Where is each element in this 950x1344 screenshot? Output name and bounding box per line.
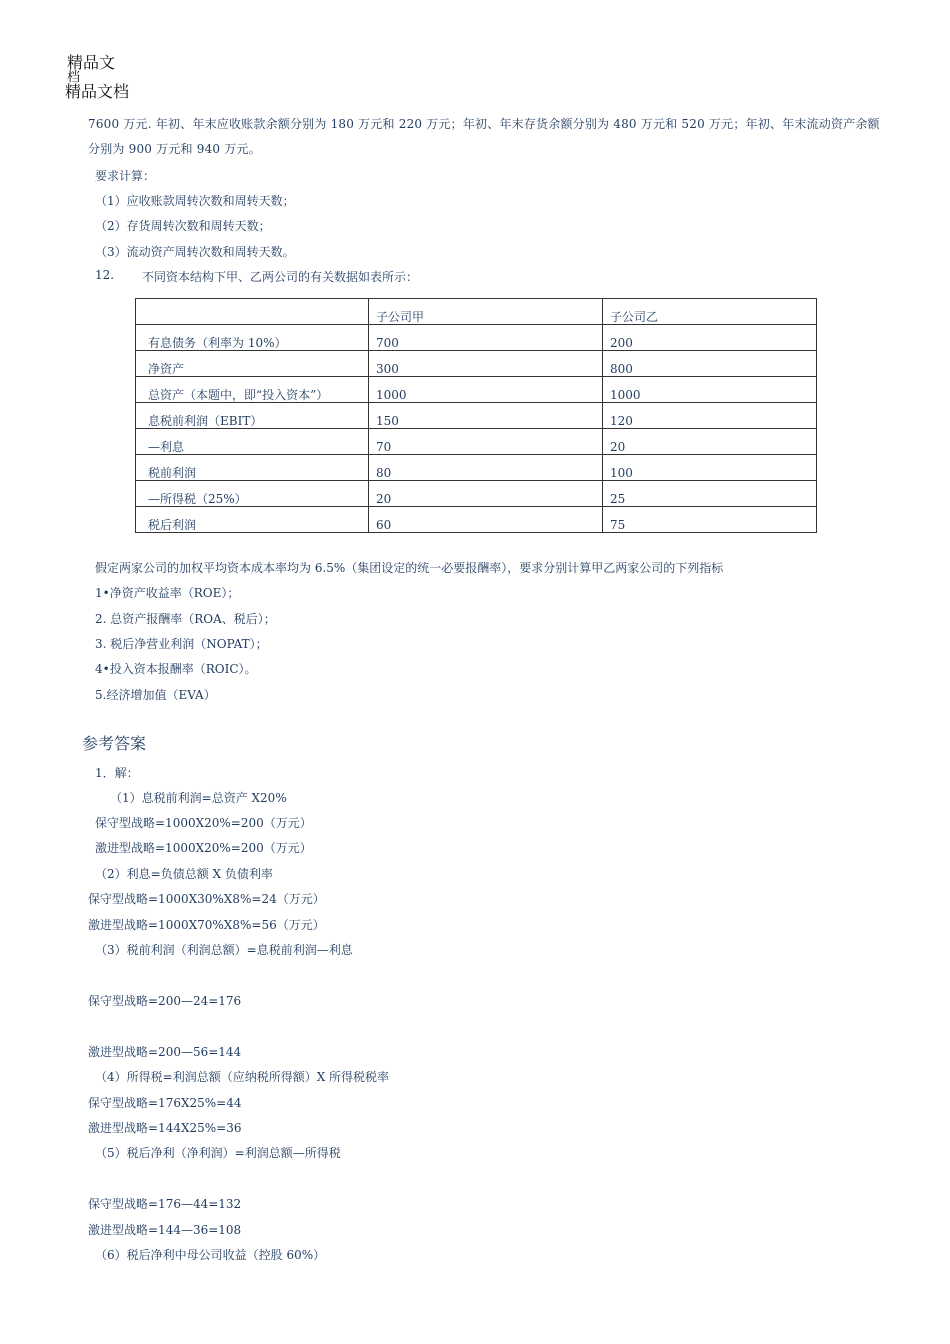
intro-paragraph: 7600 万元. 年初、年末应收账款余额分别为 180 万元和 220 万元；年初、年末存货余额分别为 480 万元和 520 万元；年初、年末流动资产余额分别为 900 万元和 940 万元。	[88, 117, 880, 156]
table-row	[136, 507, 817, 533]
indicator-item-4: 4•投入资本报酬率（ROIC）。	[95, 662, 257, 676]
table-cell: 80	[369, 455, 603, 481]
answer-line: （1）息税前利润=总资产 X20%	[110, 791, 287, 805]
table-row	[136, 429, 817, 455]
indicator-item-5: 5.经济增加值（EVA）	[95, 688, 216, 702]
answer-line: 激进型战略=200—56=144	[88, 1045, 242, 1059]
table-cell: 25	[603, 481, 817, 507]
table-header-cell: 子公司乙	[603, 299, 817, 325]
answer-line: （6）税后净利中母公司收益（控股 60%）	[95, 1248, 326, 1262]
table-row	[136, 325, 817, 351]
table-cell: 1000	[603, 377, 817, 403]
header-line-1-tail: 档	[67, 70, 81, 85]
answer-line: 1．解：	[95, 766, 139, 780]
indicator-item-1: 1•净资产收益率（ROE）；	[95, 586, 240, 600]
table-cell: 120	[603, 403, 817, 429]
answer-line: 激进型战略=1000X70%X8%=56（万元）	[88, 918, 325, 932]
table-cell: 300	[369, 351, 603, 377]
answer-line: 激进型战略=144—36=108	[88, 1223, 242, 1237]
answer-line: 保守型战略=176X25%=44	[88, 1096, 242, 1110]
assumption-text: 假定两家公司的加权平均资本成本率均为 6.5%（集团设定的统一必要报酬率），要求分别计算甲乙两家公司的下列指标	[95, 561, 724, 575]
table-row	[136, 403, 817, 429]
header-line-2: 精品文档	[65, 82, 130, 101]
answer-line: 保守型战略=176—44=132	[88, 1197, 242, 1211]
table-cell: —利息	[136, 429, 369, 455]
indicator-item-3: 3. 税后净营业利润（NOPAT）；	[95, 637, 268, 651]
table-cell: 息税前利润（EBIT）	[136, 403, 369, 429]
table-cell: 有息债务（利率为 10%）	[136, 325, 369, 351]
table-cell: 150	[369, 403, 603, 429]
answer-line: （5）税后净利（净利润）=利润总额—所得税	[95, 1146, 341, 1160]
answer-line: （4）所得税=利润总额（应纳税所得额）X 所得税税率	[95, 1070, 390, 1084]
table-row	[136, 351, 817, 377]
indicator-item-2: 2. 总资产报酬率（ROA、税后）；	[95, 612, 276, 626]
answer-line: 保守型战略=1000X20%=200（万元）	[95, 816, 312, 830]
requirement-item-3: （3）流动资产周转次数和周转天数。	[95, 245, 295, 259]
table-row	[136, 377, 817, 403]
requirement-item-1: （1）应收账款周转次数和周转天数；	[95, 194, 295, 208]
capital-structure-table	[135, 298, 817, 533]
table-cell	[136, 377, 369, 403]
table-cell: 800	[603, 351, 817, 377]
answer-heading: 参考答案	[82, 734, 147, 753]
header-line-1: 精品文	[67, 53, 116, 72]
table-cell: 税前利润	[136, 455, 369, 481]
answer-line: （3）税前利润（利润总额）=息税前利润—利息	[95, 943, 353, 957]
requirement-item-2: （2）存货周转次数和周转天数；	[95, 219, 271, 233]
table-header-cell	[136, 299, 369, 325]
table-row	[136, 481, 817, 507]
table-cell: 1000	[369, 377, 603, 403]
table-cell: 70	[369, 429, 603, 455]
answer-line: （2）利息=负债总额 X 负债利率	[95, 867, 273, 881]
table-cell: 200	[603, 325, 817, 351]
question-number: 12.	[95, 268, 115, 282]
question-text: 不同资本结构下甲、乙两公司的有关数据如表所示：	[142, 270, 419, 284]
answer-line: 保守型战略=200—24=176	[88, 994, 242, 1008]
table-cell: 700	[369, 325, 603, 351]
table-cell: 20	[603, 429, 817, 455]
table-header-cell: 子公司甲	[369, 299, 603, 325]
answer-line: 激进型战略=144X25%=36	[88, 1121, 242, 1135]
table-cell: 75	[603, 507, 817, 533]
table-cell: 税后利润	[136, 507, 369, 533]
table-cell: 20	[369, 481, 603, 507]
table-cell: 净资产	[136, 351, 369, 377]
table-cell: 60	[369, 507, 603, 533]
answer-line: 激进型战略=1000X20%=200（万元）	[95, 841, 312, 855]
table-row	[136, 455, 817, 481]
answer-line: 保守型战略=1000X30%X8%=24（万元）	[88, 892, 325, 906]
table-header-row	[136, 299, 817, 325]
table-cell-text: 总资产（本题中，即“投入资本”）	[148, 388, 329, 402]
table-cell: —所得税（25%）	[136, 481, 369, 507]
table-cell: 100	[603, 455, 817, 481]
requirement-label: 要求计算：	[95, 169, 156, 183]
